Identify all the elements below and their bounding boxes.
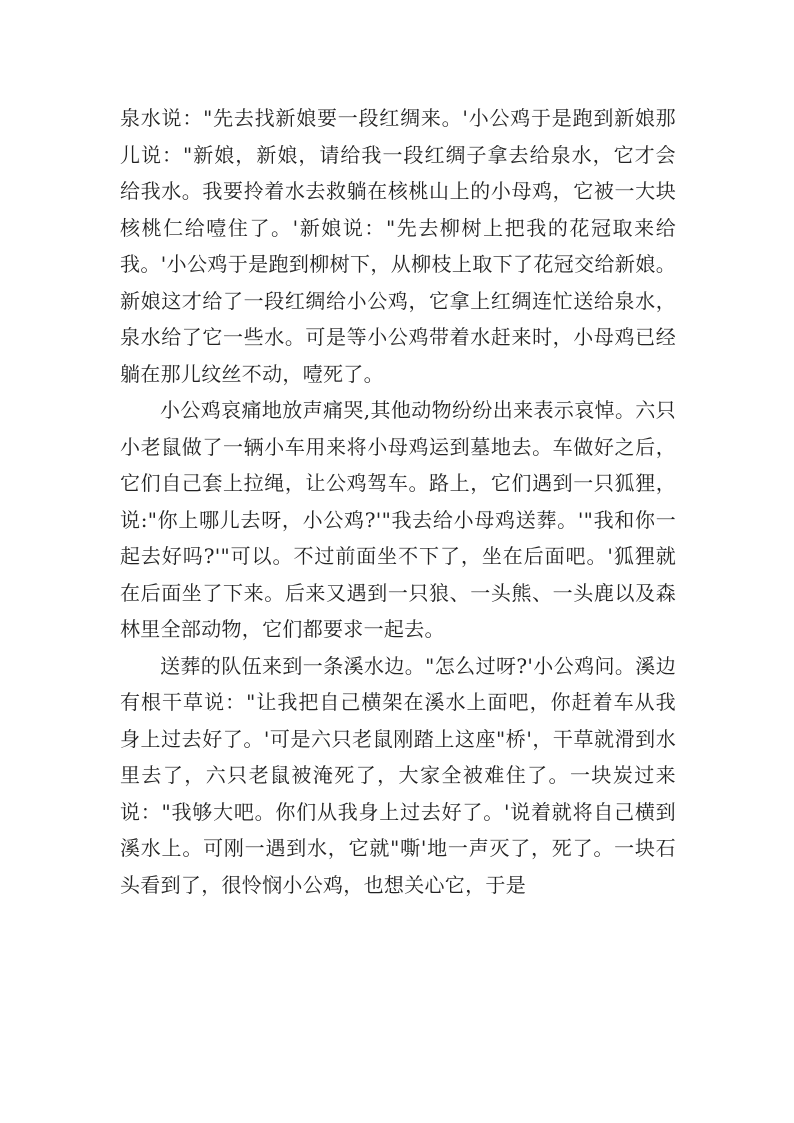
paragraph-2: 小公鸡哀痛地放声痛哭,其他动物纷纷出来表示哀悼。六只小老鼠做了一辆小车用来将小母鸡运到墓地去。车做好之后，它们自己套上拉绳，让公鸡驾车。路上，它们遇到一只狐狸，说:"你上哪儿去呀，小公鸡?'"我去给小母鸡送葬。'"我和你一起去好吗?'"可以。不过前面坐不下了，坐在后面吧。'狐狸就在后面坐了下来。后来又遇到一只狼、一头熊、一头鹿以及森林里全部动物，它们都要求一起去。 <box>120 398 676 641</box>
paragraph-3: 送葬的队伍来到一条溪水边。"怎么过呀?'小公鸡问。溪边有根干草说："让我把自己横架在溪水上面吧，你赶着车从我身上过去好了。'可是六只老鼠刚踏上这座"桥'，干草就滑到水里去了，六只老鼠被淹死了，大家全被难住了。一块炭过来说："我够大吧。你们从我身上过去好了。'说着就将自己横到溪水上。可刚一遇到水，它就"嘶'地一声灭了，死了。一块石头看到了，很怜悯小公鸡，也想关心它，于是 <box>120 653 676 897</box>
paragraph-1: 泉水说："先去找新娘要一段红绸来。'小公鸡于是跑到新娘那儿说："新娘，新娘，请给我一段红绸子拿去给泉水，它才会给我水。我要拎着水去救躺在核桃山上的小母鸡，它被一大块核桃仁给噎住了。'新娘说："先去柳树上把我的花冠取来给我。'小公鸡于是跑到柳树下，从柳枝上取下了花冠交给新娘。新娘这才给了一段红绸给小公鸡，它拿上红绸连忙送给泉水，泉水给了它一些水。可是等小公鸡带着水赶来时，小母鸡已经躺在那儿纹丝不动，噎死了。 <box>120 106 676 386</box>
document-body <box>120 100 676 903</box>
